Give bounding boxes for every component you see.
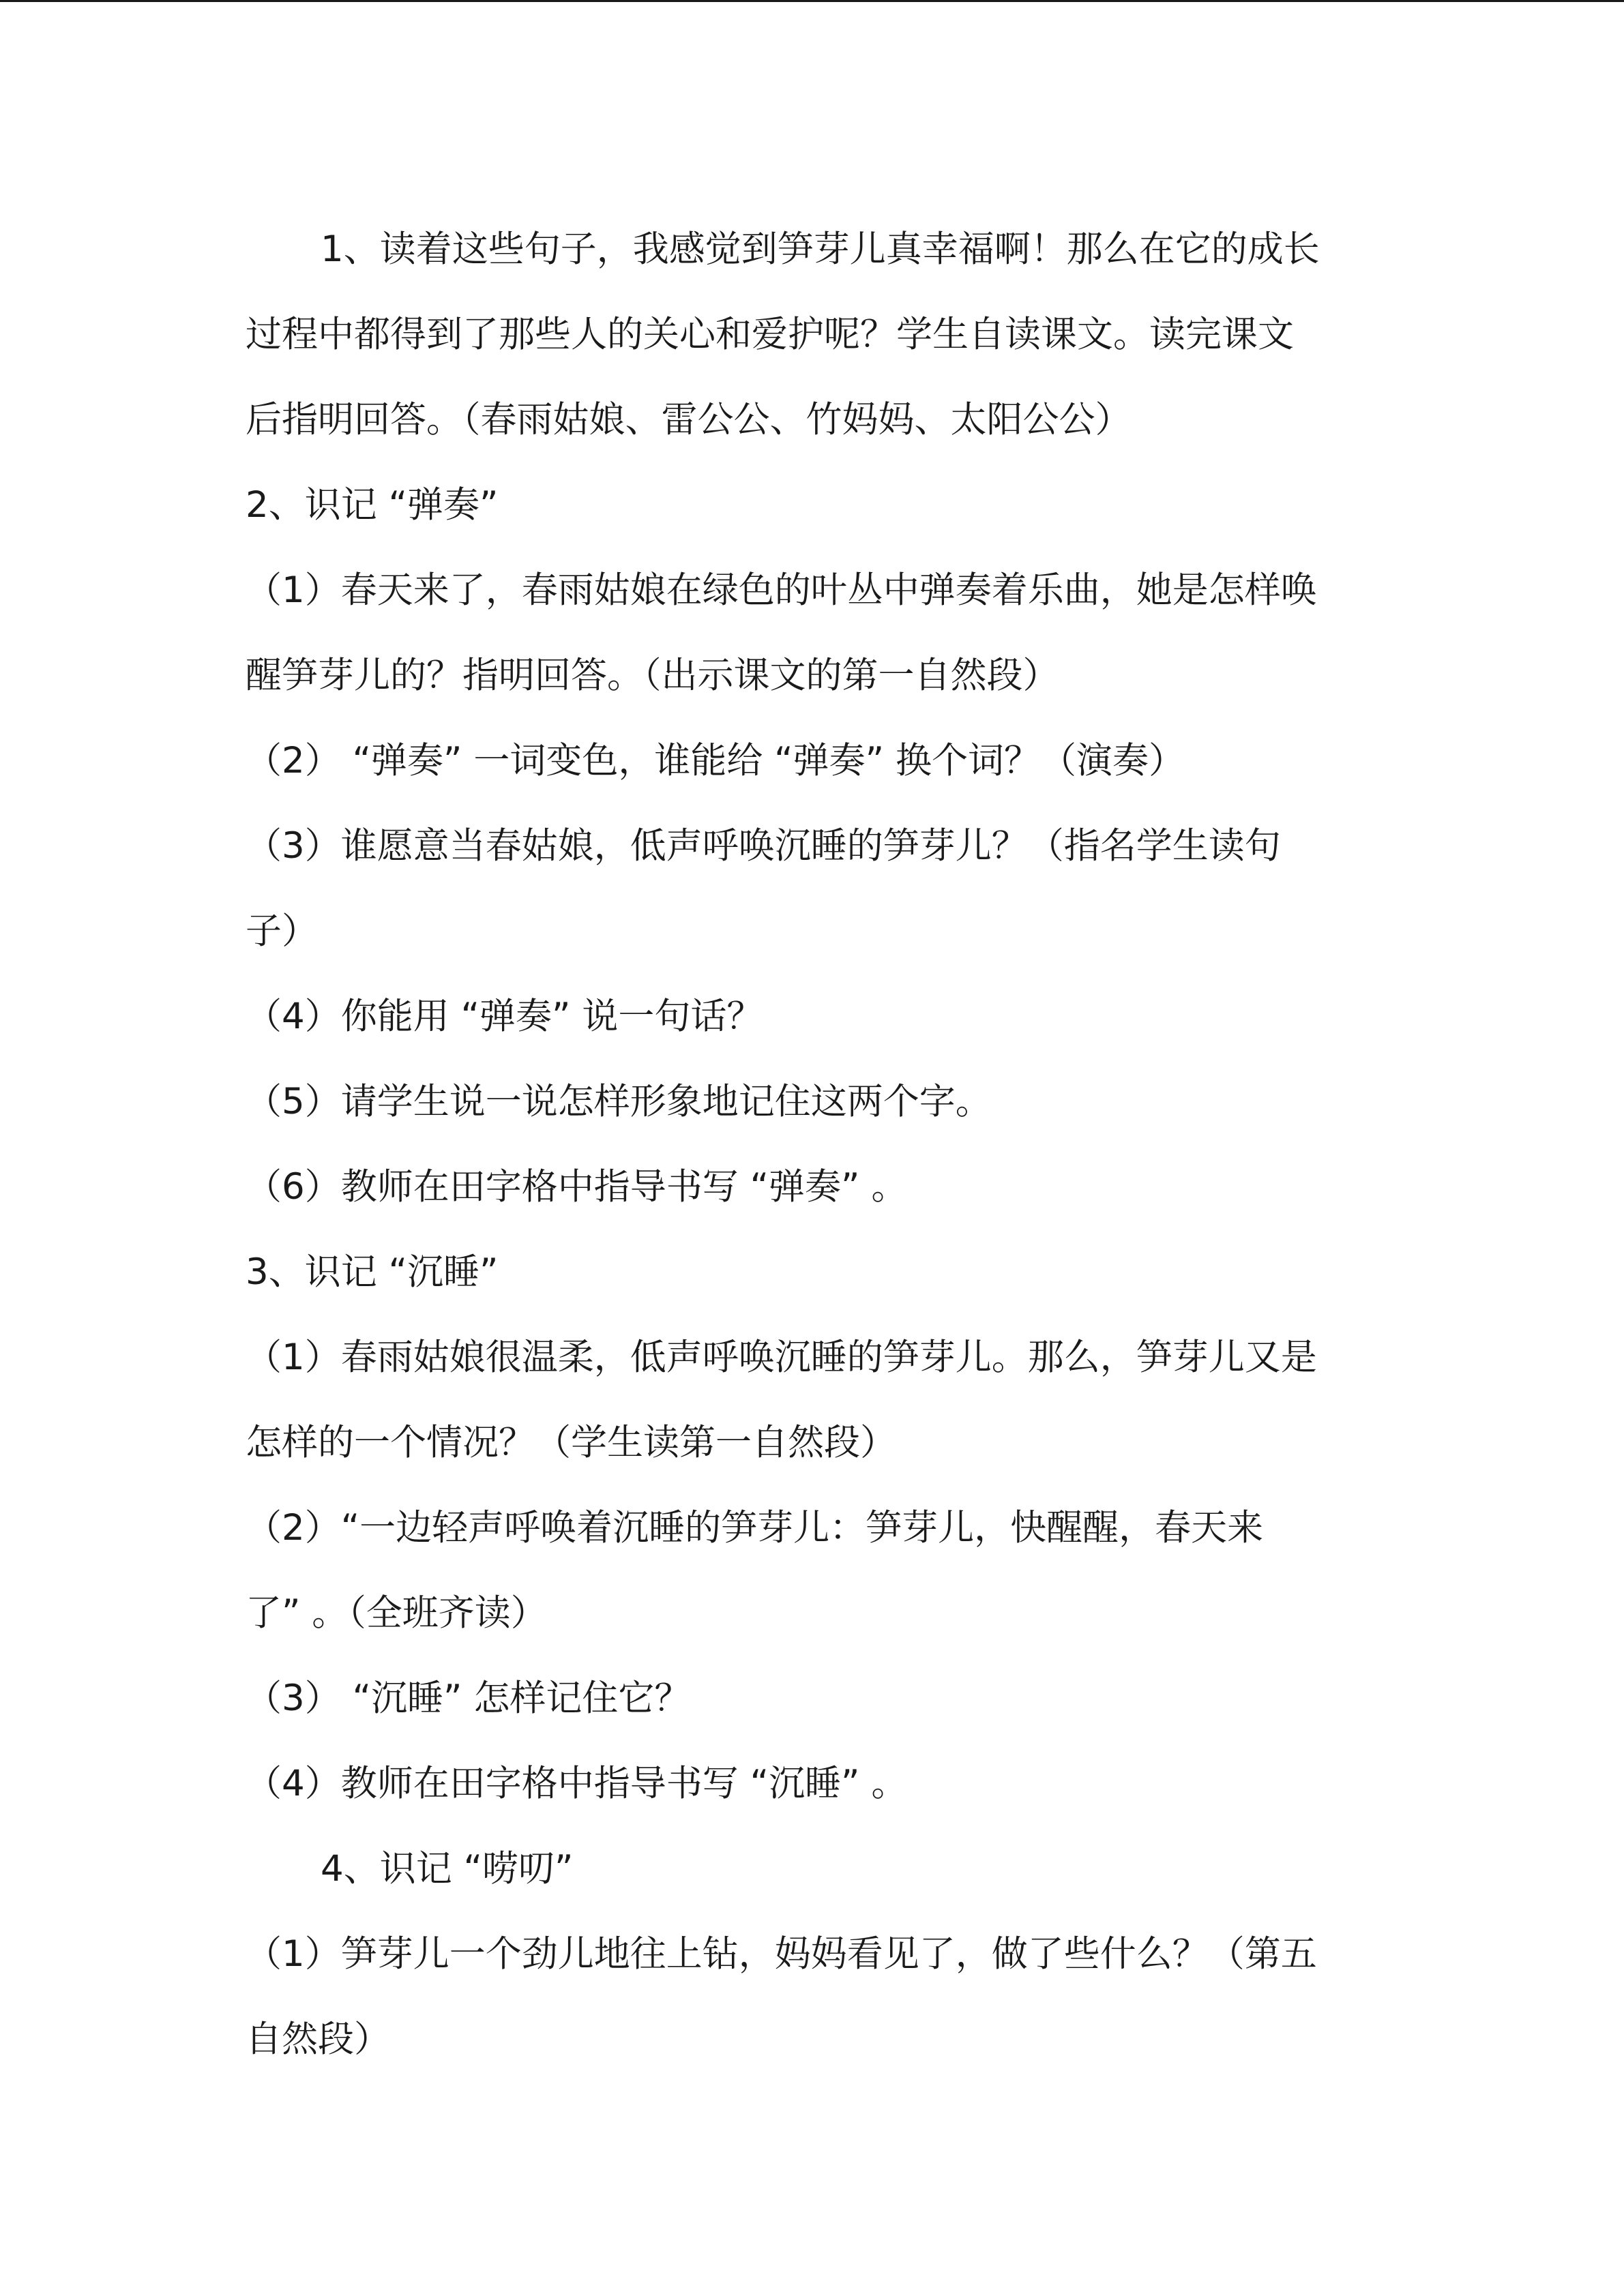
paragraph-line: 后指明回答。（春雨姑娘、雷公公、竹妈妈、太阳公公） [246,399,1132,441]
paragraph-line: （4）教师在田字格中指导书写 “沉睡” 。 [246,1763,908,1804]
paragraph-line: （2）“一边轻声呼唤着沉睡的笋芽儿：笋芽儿，快醒醒，春天来 [246,1507,1264,1549]
paragraph-line: （5）请学生说一说怎样形象地记住这两个字。 [246,1081,992,1122]
paragraph-line: （6）教师在田字格中指导书写 “弹奏” 。 [246,1166,908,1208]
paragraph-line: 自然段） [246,2018,390,2060]
paragraph-line: 了” 。（全班齐读） [246,1592,547,1634]
paragraph-line: 过程中都得到了那些人的关心和爱护呢？学生自读课文。读完课文 [246,314,1294,355]
paragraph-line: （1）笋芽儿一个劲儿地往上钻，妈妈看见了，做了些什么？（第五 [246,1933,1317,1975]
document-body [246,207,1378,2082]
paragraph-line: 子） [246,910,318,952]
section-heading: 2、识记 “弹奏” [246,484,499,526]
paragraph-line: （4）你能用 “弹奏” 说一句话？ [246,996,763,1037]
paragraph-line: （1）春天来了，春雨姑娘在绿色的叶丛中弹奏着乐曲，她是怎样唤 [246,569,1317,611]
section-heading: 4、识记 “唠叨” [321,1848,574,1890]
paragraph-line: （1）春雨姑娘很温柔，低声呼唤沉睡的笋芽儿。那么，笋芽儿又是 [246,1337,1317,1378]
paragraph-line: （3）谁愿意当春姑娘，低声呼唤沉睡的笋芽儿？（指名学生读句 [246,825,1281,867]
paragraph-line: （2） “弹奏” 一词变色，谁能给 “弹奏” 换个词？（演奏） [246,740,1185,781]
paragraph-line: （3） “沉睡” 怎样记住它？ [246,1678,691,1719]
paragraph-line: 醒笋芽儿的？指明回答。（出示课文的第一自然段） [246,655,1059,696]
paragraph-line: 1、读着这些句子，我感觉到笋芽儿真幸福啊！那么在它的成长 [321,228,1320,270]
paragraph-line: 怎样的一个情况？（学生读第一自然段） [246,1422,896,1463]
section-heading: 3、识记 “沉睡” [246,1251,499,1293]
